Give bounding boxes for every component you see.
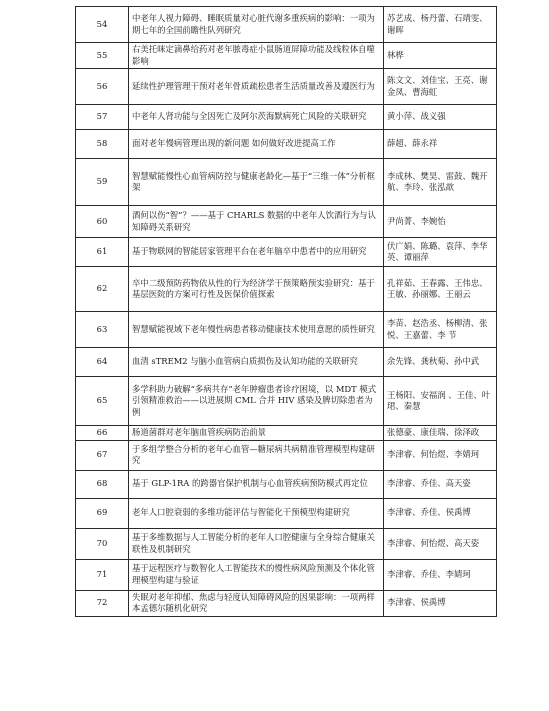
paper-authors: 尹尚菁、李婉怡 (384, 206, 497, 238)
row-number: 63 (76, 312, 129, 348)
paper-title: 于多组学整合分析的老年心血管—糖尿病共病精准管理模型构建研究 (129, 440, 384, 470)
paper-authors: 李苗、赵浩丞、杨柳清、张悦、王嘉蕾、李 节 (384, 312, 497, 348)
paper-title: 失眠对老年抑郁、焦虑与轻度认知障碍风险的因果影响：一项两样本孟德尔随机化研究 (129, 590, 384, 616)
paper-title: 多学科助力破解“多病共存”老年肿瘤患者诊疗困境，以 MDT 模式引领精准救治——以进展期 CML 合并 HIV 感染及脾切除患者为例 (129, 377, 384, 426)
paper-title: 智慧赋能视域下老年慢性病患者移动健康技术使用意愿的质性研究 (129, 312, 384, 348)
row-number: 67 (76, 440, 129, 470)
paper-authors: 王杨阳、安福润 、王佳、叶珺、秦慧 (384, 377, 497, 426)
table-row (76, 312, 497, 348)
paper-authors: 李津睿、乔佳、高天姿 (384, 470, 497, 498)
paper-authors: 李成林、樊昊、雷鼓、魏开航、李玲、张泓歆 (384, 159, 497, 206)
paper-authors: 张德豪、康佳瑞、徐泽政 (384, 426, 497, 441)
paper-authors: 李津睿、何怡煜、李婧珂 (384, 440, 497, 470)
row-number: 70 (76, 528, 129, 559)
table-row (76, 130, 497, 159)
paper-authors: 孔祥茹、王春露、王伟忠、王敏、孙丽娜、王丽云 (384, 267, 497, 312)
row-number: 71 (76, 559, 129, 590)
row-number: 59 (76, 159, 129, 206)
row-number: 54 (76, 7, 129, 43)
row-number: 62 (76, 267, 129, 312)
row-number: 55 (76, 43, 129, 69)
paper-title: 面对老年慢病管理出现的新问题 如何做好改进提高工作 (129, 130, 384, 159)
table-row (76, 590, 497, 616)
table-row (76, 206, 497, 238)
paper-title: 血清 sTREM2 与脑小血管病白质损伤及认知功能的关联研究 (129, 348, 384, 377)
paper-authors: 李津睿、乔佳、侯禹博 (384, 498, 497, 528)
table-row (76, 426, 497, 441)
paper-list-body (76, 7, 497, 617)
paper-title: 智慧赋能慢性心血管病防控与健康老龄化—基于“三维一体”分析框架 (129, 159, 384, 206)
paper-title: 肠道菌群对老年脑血管疾病防治前景 (129, 426, 384, 441)
table-row (76, 348, 497, 377)
paper-title: 基于物联网的智能居家管理平台在老年脑卒中患者中的应用研究 (129, 238, 384, 267)
paper-title: 基于远程医疗与数智化人工智能技术的慢性病风险预测及个体化管理模型构建与验证 (129, 559, 384, 590)
paper-authors: 余先锋、龚秋菊、孙中武 (384, 348, 497, 377)
paper-title: 右美托咪定滴鼻给药对老年脓毒症小鼠肠道屏障功能及线粒体自噬影响 (129, 43, 384, 69)
row-number: 58 (76, 130, 129, 159)
table-row (76, 440, 497, 470)
paper-authors: 陈文文、刘佳宝、王亮、谢金凤、曹海虹 (384, 69, 497, 105)
row-number: 60 (76, 206, 129, 238)
table-row (76, 559, 497, 590)
row-number: 69 (76, 498, 129, 528)
row-number: 65 (76, 377, 129, 426)
paper-authors: 李津睿、何怡煜、高天姿 (384, 528, 497, 559)
paper-authors: 林桦 (384, 43, 497, 69)
paper-title: 酒何以伤“智”？——基于 CHARLS 数据的中老年人饮酒行为与认知障碍关系研究 (129, 206, 384, 238)
row-number: 66 (76, 426, 129, 441)
row-number: 56 (76, 69, 129, 105)
paper-list-table (75, 6, 497, 617)
paper-title: 基于多维数据与人工智能分析的老年人口腔健康与全身综合健康关联性及机制研究 (129, 528, 384, 559)
paper-title: 中老年人肾功能与全因死亡及阿尔茨海默病死亡风险的关联研究 (129, 105, 384, 130)
table-row (76, 69, 497, 105)
table-row (76, 7, 497, 43)
row-number: 72 (76, 590, 129, 616)
paper-authors: 黄小萍、战义强 (384, 105, 497, 130)
paper-authors: 苏艺成、杨丹蕾、石靖雯、谢晖 (384, 7, 497, 43)
row-number: 68 (76, 470, 129, 498)
paper-authors: 李津睿、乔佳、李婧珂 (384, 559, 497, 590)
paper-authors: 伏广娟、陈璐、袁萍、李华英、谭丽萍 (384, 238, 497, 267)
paper-title: 卒中二级预防药物依从性的行为经济学干预策略预实验研究：基于基层医院的方案可行性及医保价值探索 (129, 267, 384, 312)
table-row (76, 105, 497, 130)
row-number: 57 (76, 105, 129, 130)
table-row (76, 377, 497, 426)
paper-title: 基于 GLP-1RA 的跨器官保护机制与心血管疾病预防模式再定位 (129, 470, 384, 498)
table-row (76, 43, 497, 69)
paper-title: 中老年人视力障碍、睡眠质量对心脏代谢多重疾病的影响：一项为期七年的全国前瞻性队列研究 (129, 7, 384, 43)
paper-title: 老年人口腔衰弱的多维功能评估与智能化干预模型构建研究 (129, 498, 384, 528)
table-row (76, 498, 497, 528)
table-row (76, 238, 497, 267)
table-row (76, 159, 497, 206)
paper-authors: 李津睿、侯禹博 (384, 590, 497, 616)
table-row (76, 470, 497, 498)
table-row (76, 528, 497, 559)
table-row (76, 267, 497, 312)
row-number: 61 (76, 238, 129, 267)
paper-authors: 薛超、薛永祥 (384, 130, 497, 159)
row-number: 64 (76, 348, 129, 377)
paper-title: 延续性护理管理干预对老年骨质疏松患者生活质量改善及遵医行为 (129, 69, 384, 105)
